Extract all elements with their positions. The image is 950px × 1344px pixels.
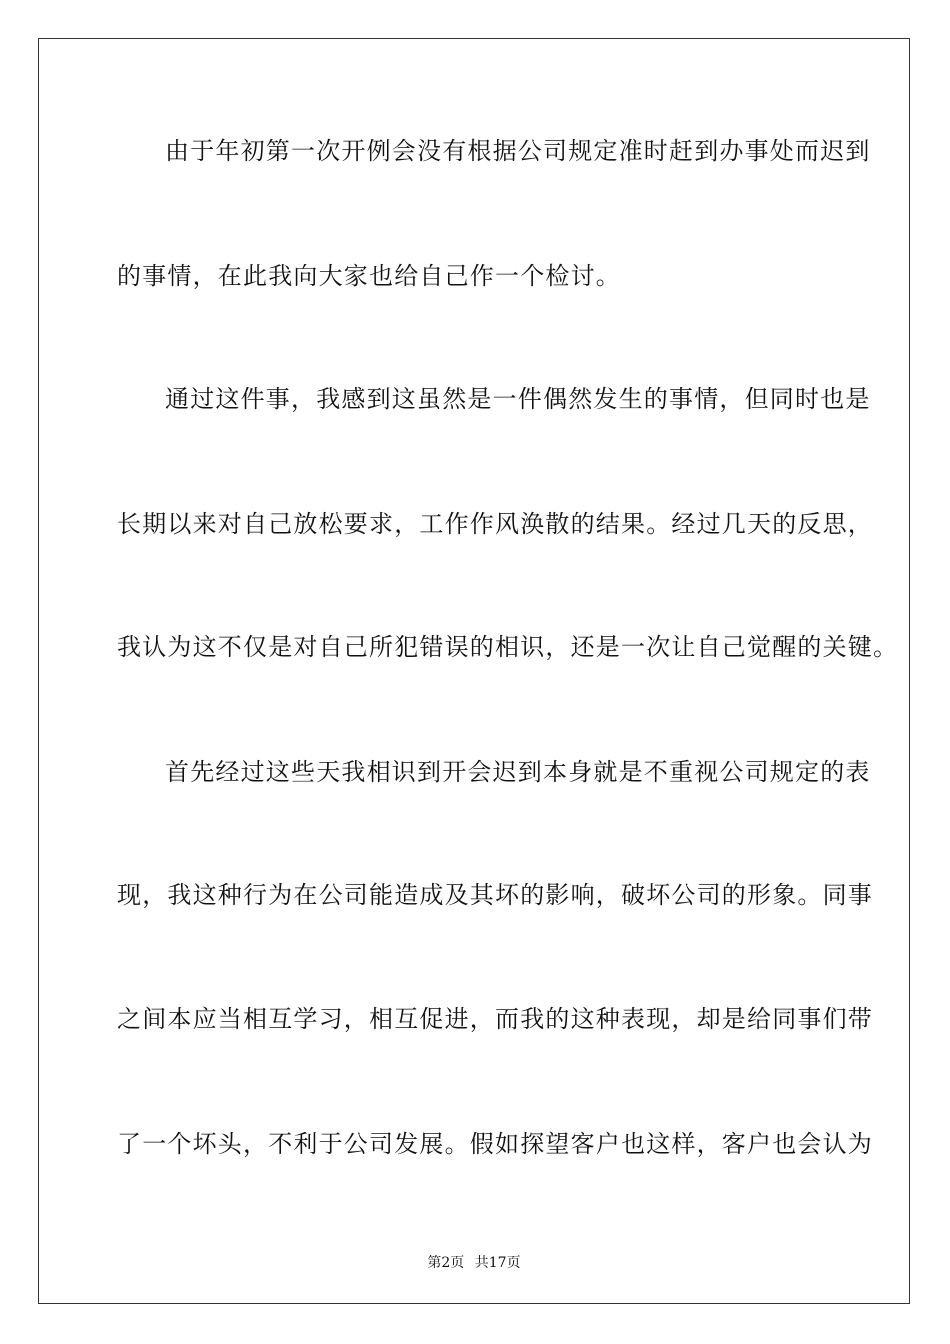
paragraph-3-line-4: 了一个坏头，不利于公司发展。假如探望客户也这样，客户也会认为 [117, 1130, 873, 1158]
paragraph-1-line-2: 的事情，在此我向大家也给自己作一个检讨。 [117, 262, 621, 290]
current-page-label: 第2页 [427, 1255, 465, 1271]
paragraph-3-line-2: 现，我这种行为在公司能造成及其坏的影响，破坏公司的形象。同事 [117, 881, 873, 909]
page-footer [39, 1254, 909, 1272]
page-frame [38, 38, 910, 1304]
paragraph-1-line-1: 由于年初第一次开例会没有根据公司规定准时赶到办事处而迟到 [165, 137, 871, 165]
paragraph-3-line-3: 之间本应当相互学习，相互促进，而我的这种表现，却是给同事们带 [117, 1005, 873, 1033]
paragraph-2-line-2: 长期以来对自己放松要求，工作作风涣散的结果。经过几天的反思， [117, 510, 873, 538]
paragraph-2-line-3: 我认为这不仅是对自己所犯错误的相识，还是一次让自己觉醒的关键。 [117, 633, 899, 661]
paragraph-3-line-1: 首先经过这些天我相识到开会迟到本身就是不重视公司规定的表 [165, 758, 871, 786]
total-pages-label: 共17页 [474, 1255, 521, 1271]
paragraph-2-line-1: 通过这件事，我感到这虽然是一件偶然发生的事情，但同时也是 [165, 385, 871, 413]
